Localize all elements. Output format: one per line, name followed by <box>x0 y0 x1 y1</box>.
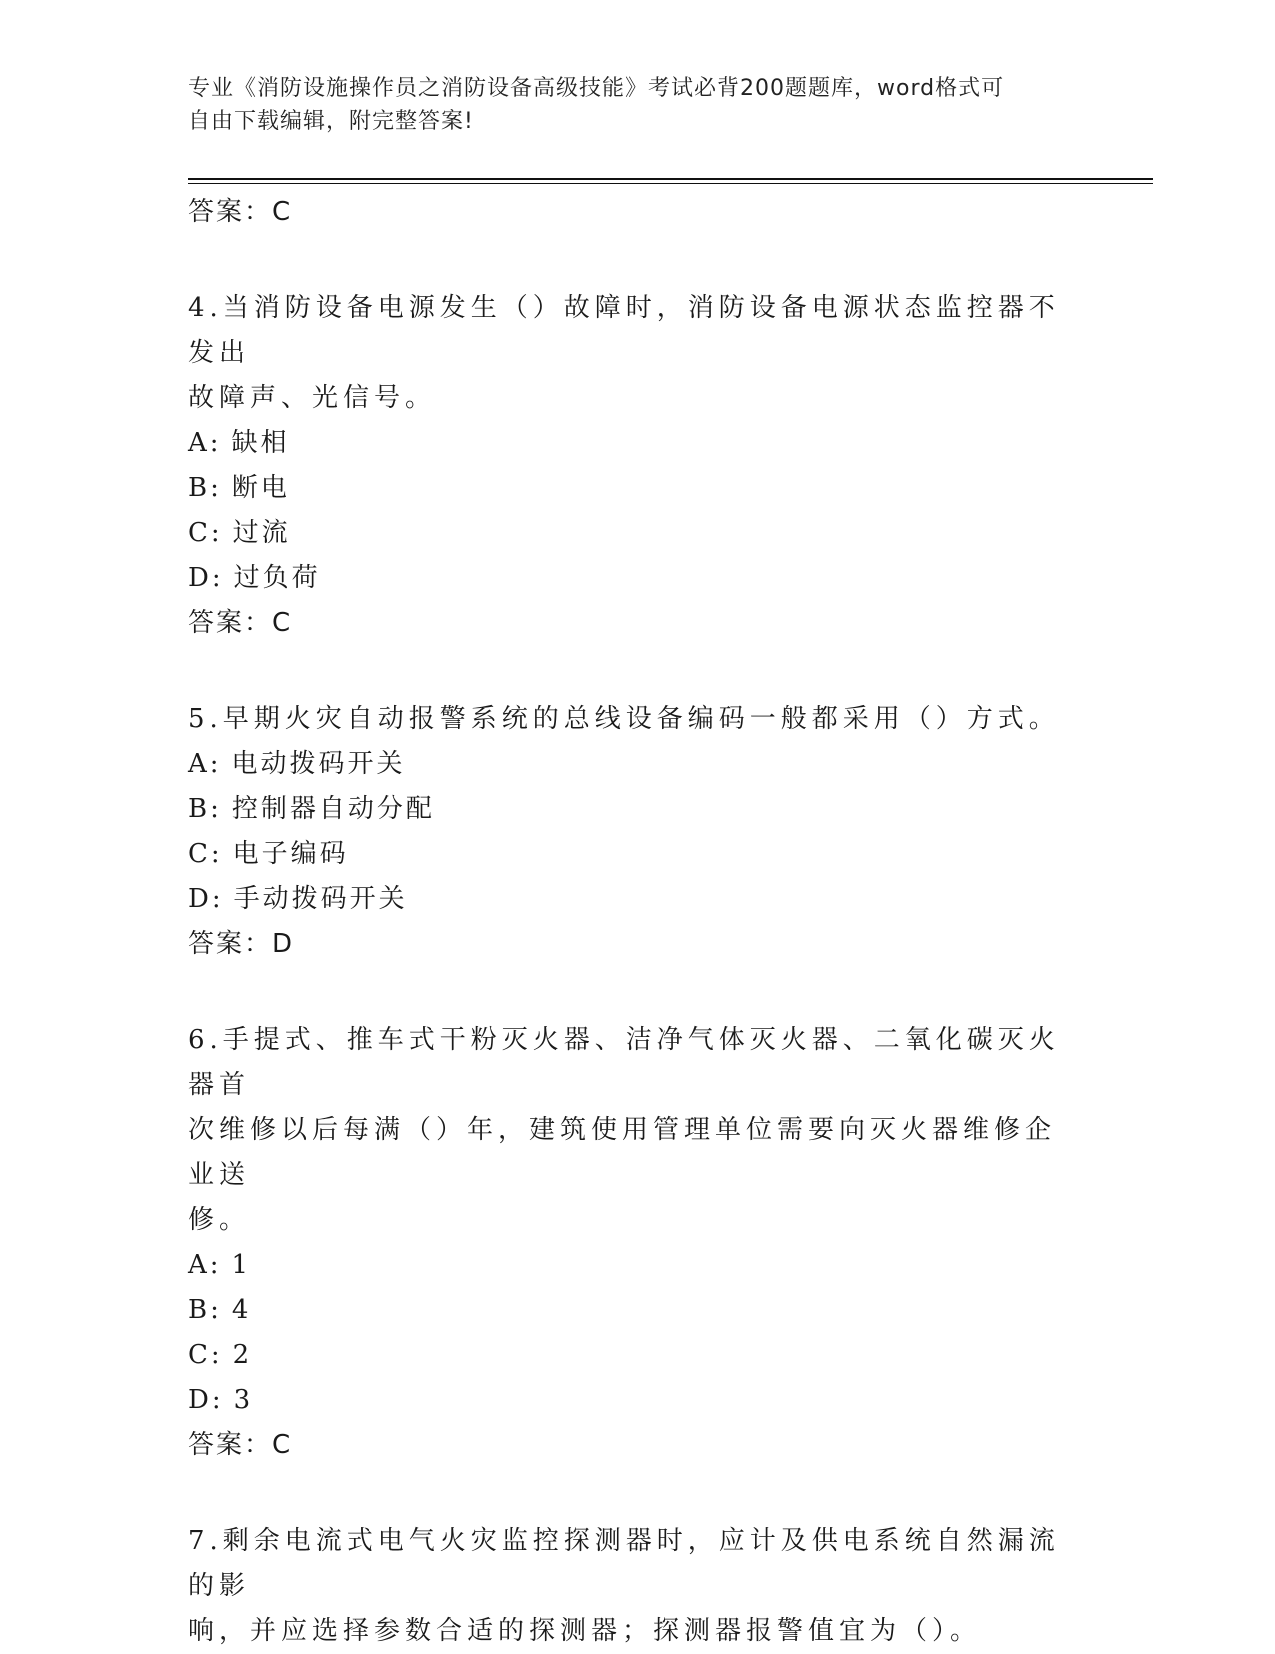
answer-value: C <box>272 1430 293 1460</box>
option-c <box>188 1333 1068 1378</box>
option-d <box>188 556 1068 601</box>
option-key: B: <box>188 1295 222 1325</box>
option-c <box>188 511 1068 556</box>
option-d <box>188 1378 1068 1423</box>
answer-label: 答案： <box>188 608 273 638</box>
option-key: A: <box>188 1250 222 1280</box>
header-line-2: 自由下载编辑，附完整答案! <box>188 109 474 134</box>
question-item <box>188 1018 1068 1467</box>
option-key: B: <box>188 794 222 824</box>
option-key: C: <box>188 518 223 548</box>
option-text: 1 <box>231 1250 252 1280</box>
option-key: A: <box>188 428 222 458</box>
question-stem-line: 4.当消防设备电源发生（）故障时，消防设备电源状态监控器不发出 <box>188 293 1060 368</box>
answer-line <box>188 190 1068 234</box>
option-text: 断电 <box>231 473 290 503</box>
option-text: 控制器自动分配 <box>231 794 435 824</box>
option-d <box>188 877 1068 922</box>
question-item <box>188 697 1068 966</box>
option-c <box>188 832 1068 877</box>
option-a <box>188 421 1068 466</box>
answer-line <box>188 922 1068 966</box>
option-text: 3 <box>233 1385 254 1415</box>
question-item <box>188 1519 1068 1654</box>
option-text: 手动拨码开关 <box>233 884 408 914</box>
header-line-1: 专业《消防设施操作员之消防设备高级技能》考试必背200题题库，word格式可 <box>188 76 1005 101</box>
option-key: D: <box>188 1385 224 1415</box>
question-stem-line: 7.剩余电流式电气火灾监控探测器时，应计及供电系统自然漏流的影 <box>188 1526 1060 1601</box>
answer-value: C <box>272 197 293 227</box>
option-text: 4 <box>231 1295 252 1325</box>
answer-line <box>188 1423 1068 1467</box>
option-text: 2 <box>232 1340 253 1370</box>
answer-label: 答案： <box>188 197 273 227</box>
option-a <box>188 742 1068 787</box>
answer-value: D <box>272 929 295 959</box>
option-key: D: <box>188 563 224 593</box>
option-key: A: <box>188 749 222 779</box>
option-text: 过负荷 <box>233 563 321 593</box>
question-list <box>188 190 1068 1654</box>
option-a <box>188 1243 1068 1288</box>
header-divider-thick <box>188 178 1153 180</box>
question-stem-line: 次维修以后每满（）年，建筑使用管理单位需要向灭火器维修企业送 <box>188 1115 1057 1190</box>
question-stem-line: 6.手提式、推车式干粉灭火器、洁净气体灭火器、二氧化碳灭火器首 <box>188 1025 1060 1100</box>
question-item <box>188 286 1068 645</box>
option-b <box>188 466 1068 511</box>
page-header <box>188 72 1058 138</box>
option-text: 过流 <box>232 518 291 548</box>
option-b <box>188 1288 1068 1333</box>
header-divider-thin <box>188 183 1153 184</box>
option-key: B: <box>188 473 222 503</box>
question-stem-line: 修。 <box>188 1205 251 1235</box>
option-key: C: <box>188 1340 223 1370</box>
question-stem-line: 故障声、光信号。 <box>188 383 437 413</box>
option-text: 缺相 <box>231 428 290 458</box>
answer-label: 答案： <box>188 929 273 959</box>
answer-line <box>188 601 1068 645</box>
question-stem-line: 响，并应选择参数合适的探测器；探测器报警值宜为（）。 <box>188 1616 982 1646</box>
answer-label: 答案： <box>188 1430 273 1460</box>
option-key: D: <box>188 884 224 914</box>
option-b <box>188 787 1068 832</box>
question-stem-line: 5.早期火灾自动报警系统的总线设备编码一般都采用（）方式。 <box>188 704 1060 734</box>
option-text: 电动拨码开关 <box>231 749 406 779</box>
answer-value: C <box>272 608 293 638</box>
option-key: C: <box>188 839 223 869</box>
option-text: 电子编码 <box>232 839 349 869</box>
